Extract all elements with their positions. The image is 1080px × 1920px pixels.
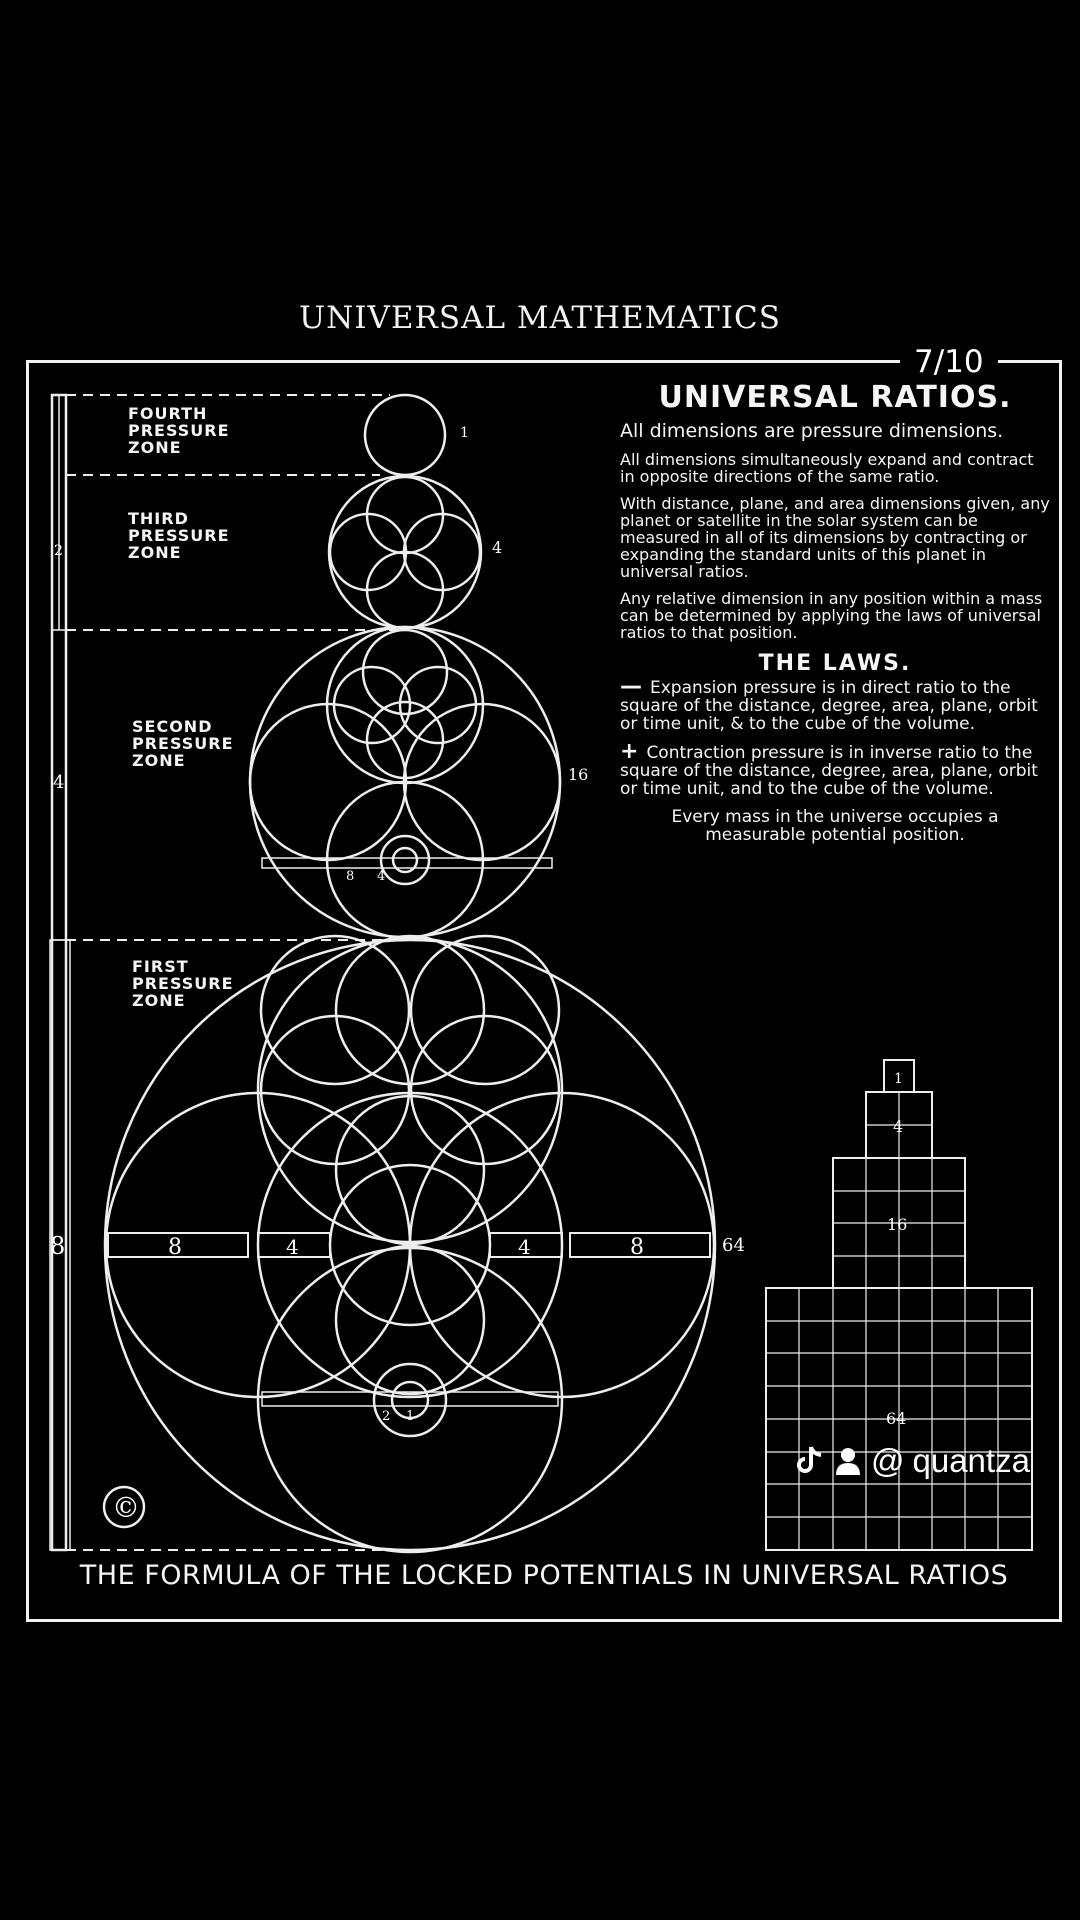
label-circle-64: 64 [722,1235,745,1256]
label-circle-4: 4 [492,538,503,557]
zone-label-fourth: FOURTH PRESSURE ZONE [128,404,230,457]
scale-bar-second-zone [262,858,552,868]
zone-label-third: THIRD PRESSURE ZONE [128,509,230,562]
circle-group-first-zone [105,936,715,1552]
footer-caption: THE FORMULA OF THE LOCKED POTENTIALS IN UNIVERSAL RATIOS [79,1560,1009,1591]
user-icon [833,1445,863,1477]
at-symbol: @ [871,1442,905,1479]
label-circle-1: 1 [460,425,469,441]
ruler-label-2: 2 [54,543,63,559]
zone-label-first: FIRST PRESSURE ZONE [132,957,234,1010]
bar-label-left-4: 4 [286,1235,299,1259]
ratios-closing: Every mass in the universe occupies a measurable potential position. [671,807,999,845]
pyramid-grid-lines [766,1092,1032,1550]
label-circle-16: 16 [568,765,589,784]
page-title: UNIVERSAL MATHEMATICS [298,300,781,336]
pyramid-label-1: 1 [894,1071,903,1087]
bar-label-right-4: 4 [518,1235,531,1259]
scale-label-4: 4 [377,869,386,884]
circle-fourth-zone [365,395,445,475]
circle-group-second-zone [250,627,560,938]
ratios-paragraph-2: All dimensions simultaneously expand and contract in opposite directions of the same ratio. [620,450,1034,486]
pyramid-label-16: 16 [887,1215,908,1234]
ratios-heading: UNIVERSAL RATIOS. [658,380,1012,415]
bar-label-right-8: 8 [630,1235,644,1260]
plus-sign-icon: + [620,739,639,764]
ratios-paragraph-4: Any relative dimension in any position within a mass can be determined by applying the laws of universal ratios to that position. [620,589,1043,642]
law-expansion-text: Expansion pressure is in direct ratio to the square of the distance, degree, area, plane, orbit or time unit, & to the cube of the volume. [620,678,1038,734]
law-contraction [620,739,1050,799]
tiktok-icon [795,1445,825,1477]
ruler-label-8: 8 [50,1232,66,1260]
pyramid-label-4: 4 [893,1117,904,1136]
laws-heading: THE LAWS. [758,651,912,676]
slide-counter: 7/10 [900,344,998,380]
law-expansion [620,674,1050,734]
scale-label-8: 8 [346,869,355,884]
circle-group-third-zone [329,476,481,628]
zone-label-second: SECOND PRESSURE ZONE [132,717,234,770]
watermark-handle: quantza [912,1442,1030,1479]
scale-label-1: 1 [406,1409,415,1424]
tiktok-watermark [795,1442,1030,1480]
universal-ratios-text [620,380,1050,854]
ruler-label-4: 4 [53,772,65,793]
pyramid-label-64: 64 [886,1409,907,1428]
bar-label-left-8: 8 [168,1235,182,1260]
ratios-paragraph-3: With distance, plane, and area dimensions given, any planet or satellite in the solar system can be measured in all of its dimensions by contracting or expanding the standard units of this planet in universal ratios. [620,494,1050,581]
minus-sign-icon: —̶ [620,674,642,699]
ratios-paragraph-1: All dimensions are pressure dimensions. [620,420,1004,442]
scale-label-2: 2 [382,1409,391,1424]
law-contraction-text: Contraction pressure is in inverse ratio to the square of the distance, degree, area, plane, orbit or time unit, and to the cube of the volume. [620,743,1038,799]
copyright-mark: © [112,1491,140,1524]
